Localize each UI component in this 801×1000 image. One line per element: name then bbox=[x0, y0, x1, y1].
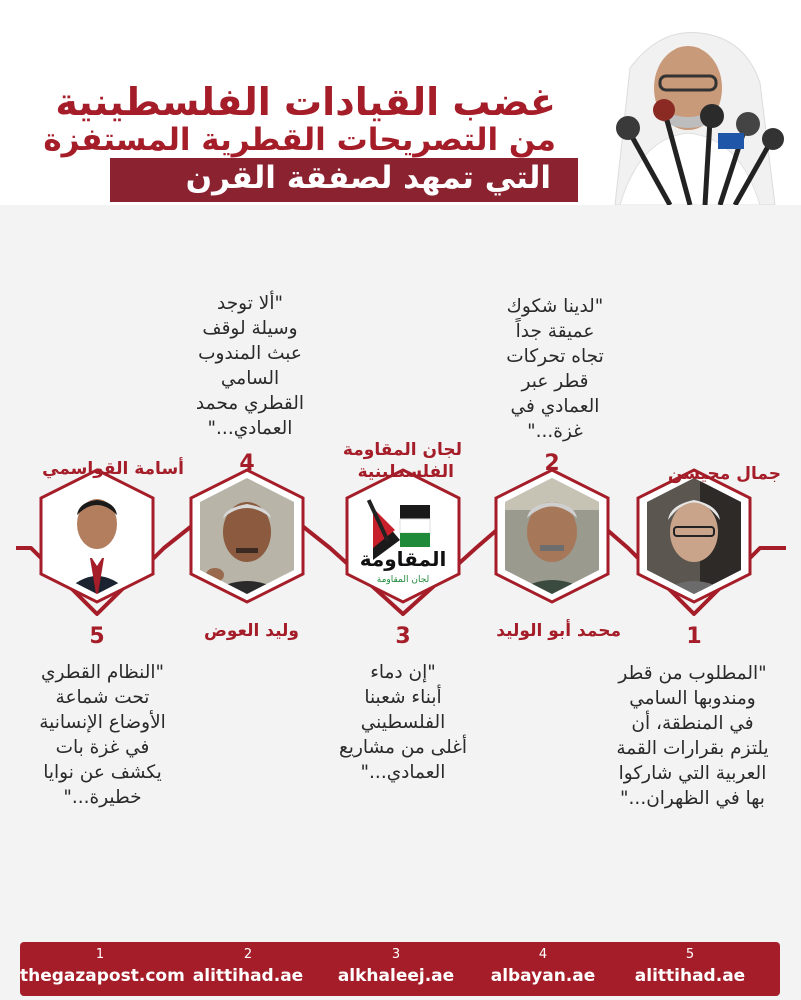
person-name-2: محمد أبو الوليد bbox=[496, 621, 621, 641]
quote-2: "لدينا شكوك عميقة جداً تجاه تحركات قطر عبر العمادي في غزة..." bbox=[506, 296, 604, 442]
title-line-2: من التصريحات القطرية المستفزة bbox=[43, 122, 556, 158]
title-line-3: التي تمهد لصفقة القرن bbox=[185, 160, 551, 196]
source-5[interactable] bbox=[610, 946, 770, 988]
quote-1: "المطلوب من قطر ومندوبها السامي في المنطقة، أن يلتزم بقرارات القمة العربية التي شاركوا بها في الظهران..." bbox=[616, 663, 769, 809]
logo-text: المقاومة bbox=[359, 547, 447, 571]
source-url: albayan.ae bbox=[490, 966, 596, 986]
source-number: 4 bbox=[538, 947, 548, 962]
source-url: thegazapost.com bbox=[20, 966, 185, 986]
number-badge-2: 2 bbox=[544, 451, 560, 476]
source-number: 3 bbox=[391, 947, 401, 962]
person-name-1: جمال محيسن bbox=[667, 464, 781, 484]
person-name-3b: الفلسطينية bbox=[357, 462, 454, 482]
source-url: alittihad.ae bbox=[192, 966, 304, 986]
person-name-5: أسامة القواسمي bbox=[42, 459, 184, 479]
source-number: 1 bbox=[95, 947, 105, 962]
source-number: 5 bbox=[685, 947, 695, 962]
sources-bar bbox=[20, 942, 780, 996]
person-name-3a: لجان المقاومة bbox=[342, 440, 462, 460]
title-line-1: غضب القيادات الفلسطينية bbox=[55, 80, 556, 124]
quote-4: "ألا توجد وسيلة لوقف عبث المندوب السامي القطري محمد العمادي..." bbox=[195, 293, 305, 439]
quote-5: "النظام القطري تحت شماعة الأوضاع الإنسانية في غزة بات يكشف عن نوايا خطيرة..." bbox=[39, 662, 166, 808]
number-badge-1: 1 bbox=[686, 624, 702, 649]
number-badge-5: 5 bbox=[89, 624, 105, 649]
source-number: 2 bbox=[243, 947, 253, 962]
source-2[interactable] bbox=[168, 946, 328, 988]
source-url: alittihad.ae bbox=[634, 966, 746, 986]
source-url: alkhaleej.ae bbox=[337, 966, 455, 986]
number-badge-4: 4 bbox=[239, 451, 255, 476]
person-name-4: وليد العوض bbox=[204, 621, 299, 641]
quote-3: "إن دماء أبناء شعبنا الفلسطيني أغلى من مشاريع العمادي..." bbox=[338, 662, 468, 783]
source-3[interactable] bbox=[316, 946, 476, 988]
source-1[interactable] bbox=[20, 946, 185, 988]
logo-subtext: لجان المقاومة bbox=[376, 575, 430, 585]
source-4[interactable] bbox=[463, 946, 623, 988]
number-badge-3: 3 bbox=[395, 624, 411, 649]
